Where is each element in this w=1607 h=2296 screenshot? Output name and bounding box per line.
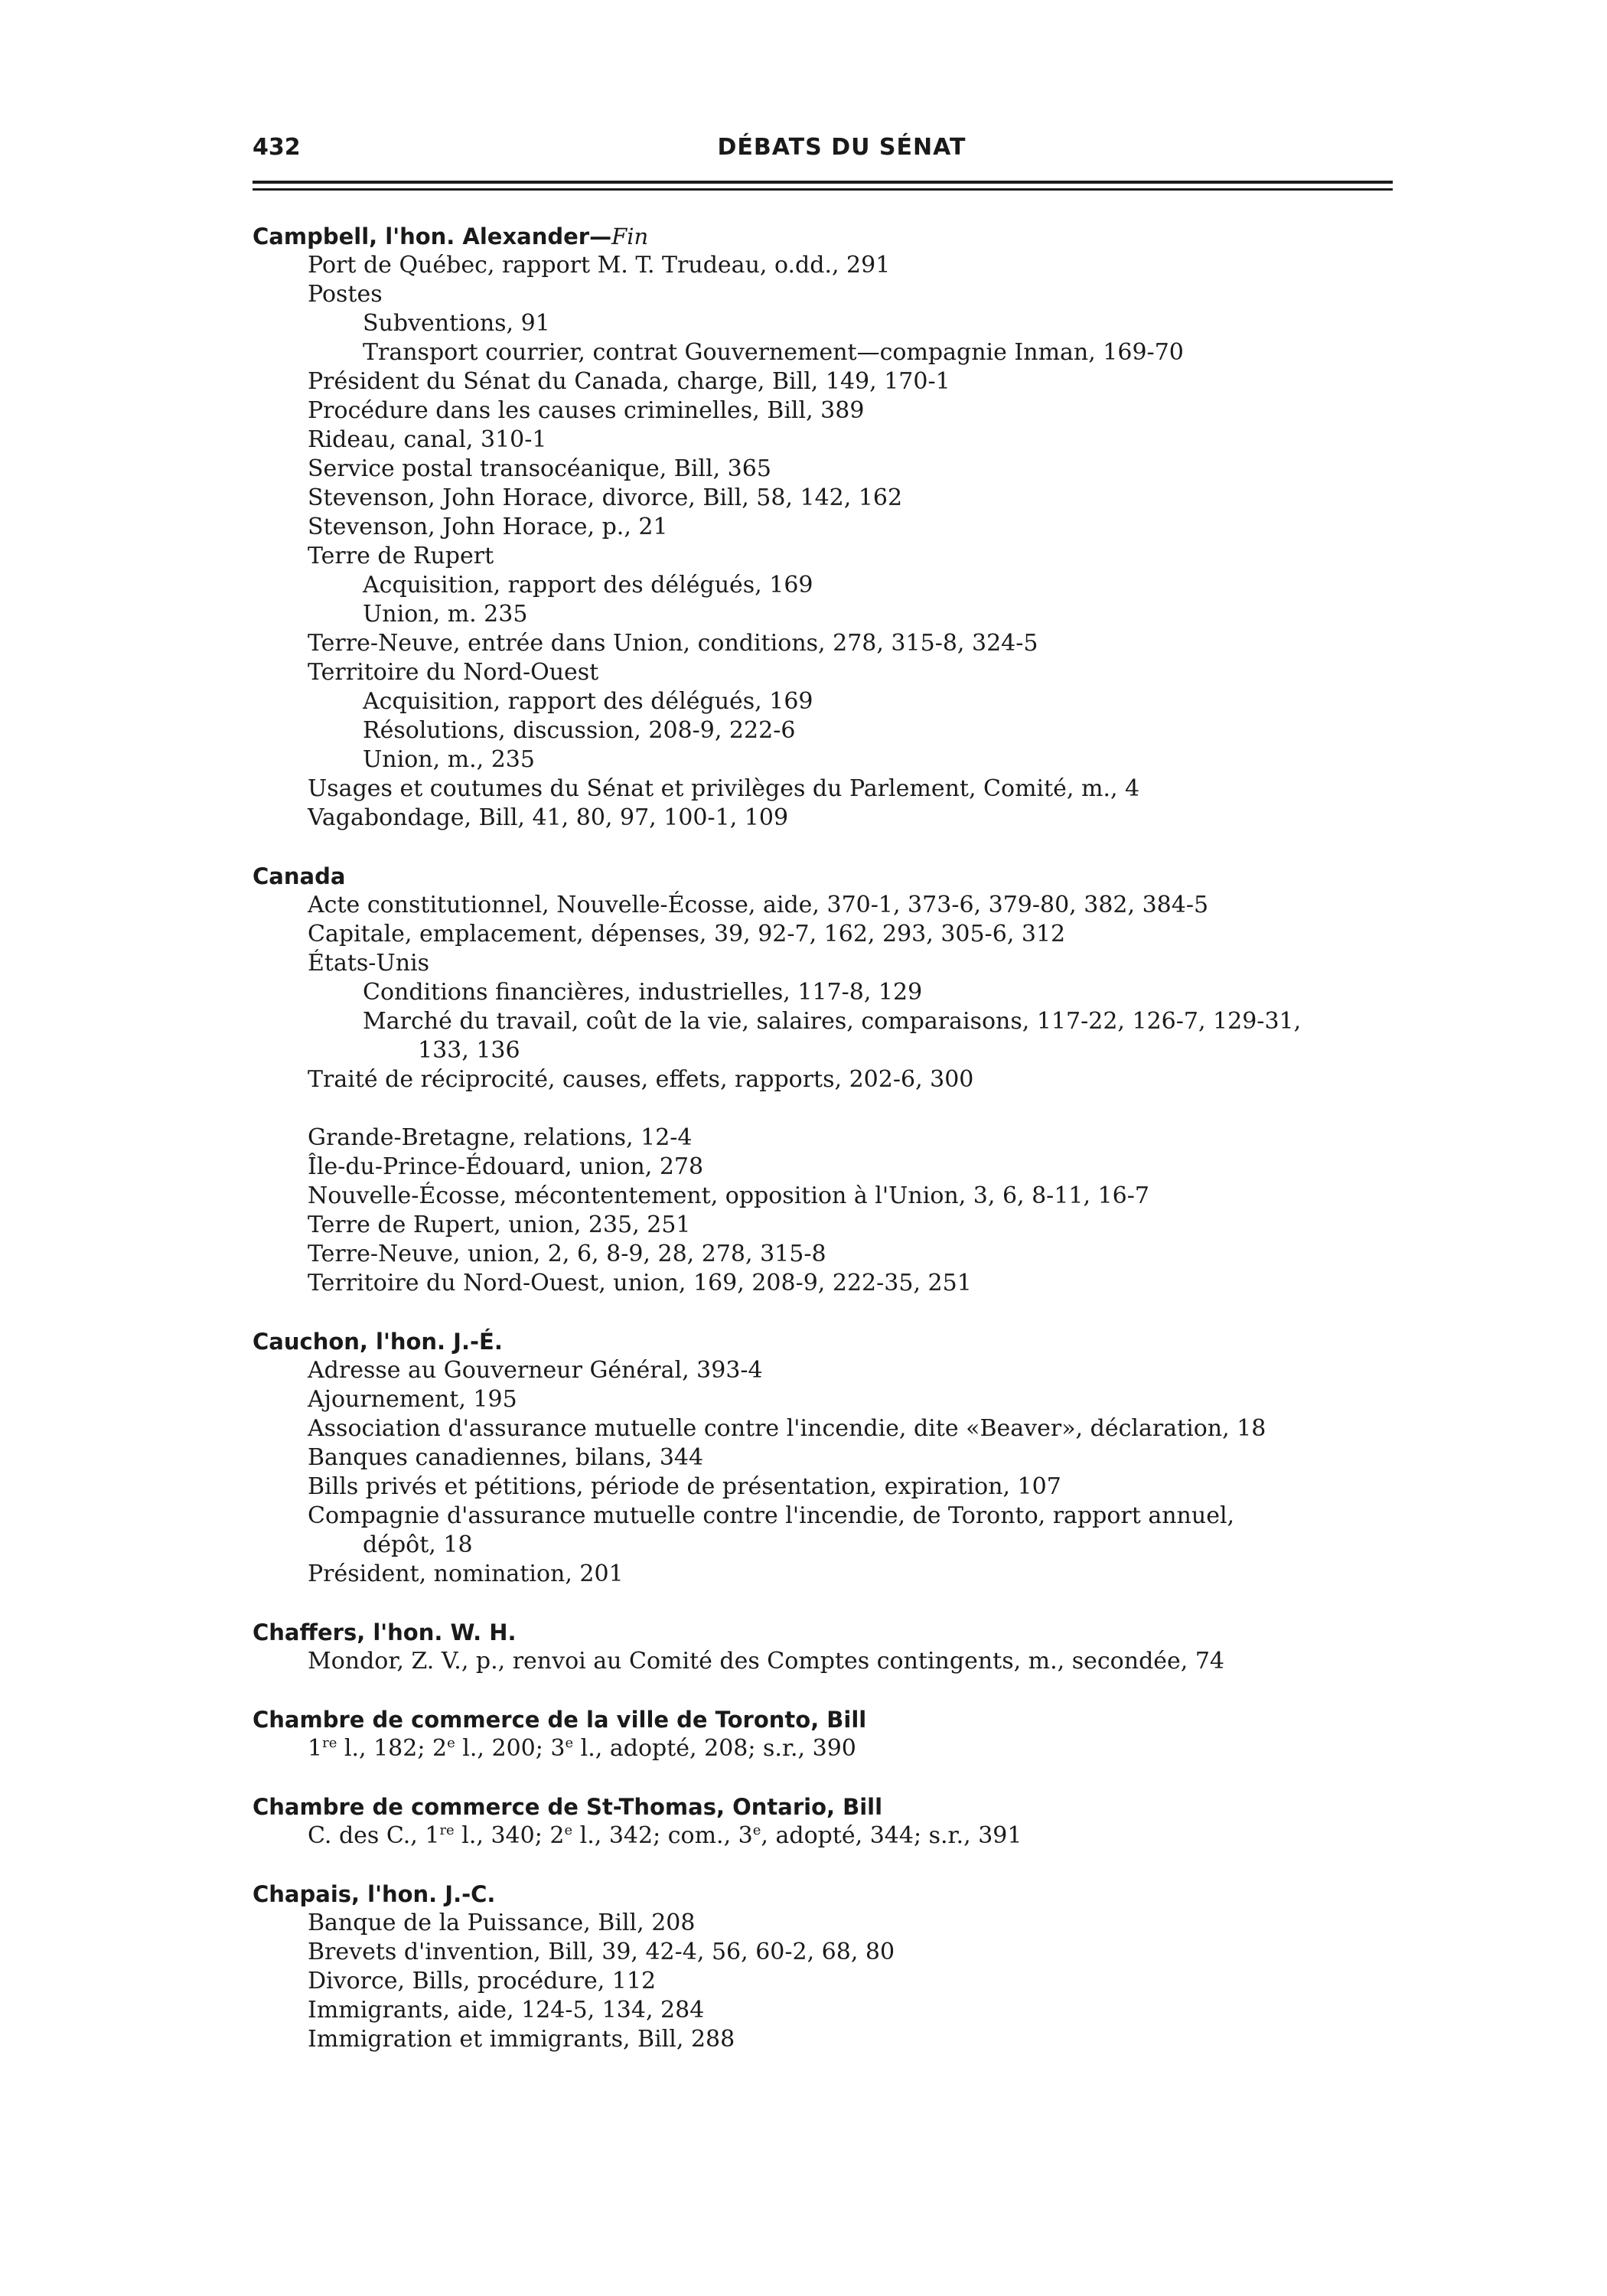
heading-text: Campbell, l'hon. Alexander— — [253, 223, 612, 249]
entry-heading: Cauchon, l'hon. J.-É. — [253, 1329, 503, 1355]
subentry: Territoire du Nord-Ouest — [308, 659, 599, 686]
subentry: Acte constitutionnel, Nouvelle-Écosse, aide, 370-1, 373-6, 379-80, 382, 384-5 — [308, 892, 1209, 918]
subentry: Président du Sénat du Canada, charge, Bill, 149, 170-1 — [308, 368, 950, 395]
superscript: re — [322, 1735, 337, 1751]
subentry: Stevenson, John Horace, divorce, Bill, 58, 142, 162 — [308, 484, 903, 511]
subentry: Banques canadiennes, bilans, 344 — [308, 1444, 704, 1471]
subentry: Président, nomination, 201 — [308, 1561, 624, 1587]
subentry: Procédure dans les causes criminelles, Bill, 389 — [308, 397, 865, 424]
subentry: Rideau, canal, 310-1 — [308, 426, 547, 453]
sub-subentry: Union, m. 235 — [363, 601, 528, 628]
superscript: e — [564, 1822, 573, 1838]
sub-subentry: Marché du travail, coût de la vie, salaires, comparaisons, 117-22, 126-7, 129-31, — [363, 1008, 1302, 1035]
subentry-wrap: dépôt, 18 — [363, 1531, 473, 1558]
index-entry-campbell — [253, 222, 1400, 833]
superscript: re — [439, 1822, 455, 1838]
text: C. des C., 1 — [308, 1822, 440, 1849]
subentry-wrap: 133, 136 — [418, 1037, 520, 1064]
subentry: Île-du-Prince-Édouard, union, 278 — [308, 1153, 704, 1180]
subentry: Grande-Bretagne, relations, 12-4 — [308, 1124, 693, 1151]
entry-heading: Canada — [253, 863, 346, 889]
text: 1 — [308, 1735, 323, 1762]
text: l., 200; 3 — [455, 1735, 566, 1762]
subentry: Stevenson, John Horace, p., 21 — [308, 514, 668, 540]
bill-readings — [253, 1821, 1400, 1851]
sub-subentry: Acquisition, rapport des délégués, 169 — [363, 572, 813, 598]
index-entry-chapais — [253, 1880, 1400, 2054]
text: l., 342; com., 3 — [572, 1822, 753, 1849]
entry-heading: Chambre de commerce de St-Thomas, Ontario, Bill — [253, 1794, 883, 1820]
subentry: Terre de Rupert — [308, 543, 494, 569]
sub-subentry: Union, m., 235 — [363, 746, 535, 773]
entry-heading: Chambre de commerce de la ville de Toronto, Bill — [253, 1707, 867, 1733]
subentry: Capitale, emplacement, dépenses, 39, 92-7, 162, 293, 305-6, 312 — [308, 921, 1066, 947]
running-title: DÉBATS DU SÉNAT — [717, 134, 966, 161]
index-entry-chaffers — [253, 1618, 1400, 1676]
subentry: Service postal transocéanique, Bill, 365 — [308, 455, 771, 482]
superscript: e — [447, 1735, 455, 1751]
subentry: Terre-Neuve, entrée dans Union, conditions, 278, 315-8, 324-5 — [308, 630, 1038, 657]
text: l., adopté, 208; s.r., 390 — [573, 1735, 856, 1762]
subentry: Mondor, Z. V., p., renvoi au Comité des Comptes contingents, m., secondée, 74 — [308, 1648, 1225, 1675]
text: , adopté, 344; s.r., 391 — [761, 1822, 1022, 1849]
bill-readings — [253, 1734, 1400, 1763]
entry-heading: Chaffers, l'hon. W. H. — [253, 1619, 517, 1645]
sub-subentry: Acquisition, rapport des délégués, 169 — [363, 688, 813, 715]
header-rule-bottom — [253, 188, 1393, 191]
subentry: Banque de la Puissance, Bill, 208 — [308, 1910, 696, 1936]
index-column — [253, 222, 1400, 2054]
subentry: Port de Québec, rapport M. T. Trudeau, o.dd., 291 — [308, 252, 891, 279]
subentry: Nouvelle-Écosse, mécontentement, opposition à l'Union, 3, 6, 8-11, 16-7 — [308, 1182, 1149, 1209]
subentry: Brevets d'invention, Bill, 39, 42-4, 56, 60-2, 68, 80 — [308, 1939, 895, 1965]
subentry: Vagabondage, Bill, 41, 80, 97, 100-1, 109 — [308, 804, 789, 831]
subentry: Postes — [308, 281, 383, 308]
sub-subentry: Résolutions, discussion, 208-9, 222-6 — [363, 717, 796, 744]
subentry: Usages et coutumes du Sénat et privilèges du Parlement, Comité, m., 4 — [308, 775, 1140, 802]
subentry: Association d'assurance mutuelle contre l'incendie, dite «Beaver», déclaration, 18 — [308, 1415, 1266, 1442]
superscript: e — [565, 1735, 574, 1751]
page-number: 432 — [253, 134, 301, 161]
header-rule-top — [253, 181, 1393, 184]
subentry: Adresse au Gouverneur Général, 393-4 — [308, 1357, 763, 1384]
sub-subentry: Transport courrier, contrat Gouvernement—compagnie Inman, 169-70 — [363, 339, 1184, 366]
subentry: Terre de Rupert, union, 235, 251 — [308, 1212, 691, 1238]
index-entry-canada — [253, 862, 1400, 1298]
text: l., 340; 2 — [454, 1822, 565, 1849]
subentry: Divorce, Bills, procédure, 112 — [308, 1968, 657, 1994]
superscript: e — [752, 1822, 761, 1838]
index-entry-cauchon — [253, 1327, 1400, 1589]
index-entry-chambre-st-thomas — [253, 1792, 1400, 1851]
index-entry-chambre-toronto — [253, 1705, 1400, 1763]
sub-subentry: Subventions, 91 — [363, 310, 550, 337]
entry-heading — [253, 222, 1400, 251]
heading-continuation: Fin — [611, 223, 649, 249]
subentry: Terre-Neuve, union, 2, 6, 8-9, 28, 278, 315-8 — [308, 1241, 826, 1267]
subentry: États-Unis — [308, 950, 430, 977]
subentry: Immigrants, aide, 124-5, 134, 284 — [308, 1997, 705, 2024]
subentry: Bills privés et pétitions, période de présentation, expiration, 107 — [308, 1473, 1061, 1500]
text: l., 182; 2 — [337, 1735, 448, 1762]
subentry: Compagnie d'assurance mutuelle contre l'incendie, de Toronto, rapport annuel, — [308, 1502, 1235, 1529]
entry-heading: Chapais, l'hon. J.-C. — [253, 1881, 496, 1907]
subentry: Ajournement, 195 — [308, 1386, 517, 1413]
subentry: Territoire du Nord-Ouest, union, 169, 208-9, 222-35, 251 — [308, 1270, 972, 1296]
subentry: Traité de réciprocité, causes, effets, rapports, 202-6, 300 — [308, 1066, 974, 1093]
sub-subentry: Conditions financières, industrielles, 117-8, 129 — [363, 979, 923, 1006]
subentry: Immigration et immigrants, Bill, 288 — [308, 2026, 735, 2053]
